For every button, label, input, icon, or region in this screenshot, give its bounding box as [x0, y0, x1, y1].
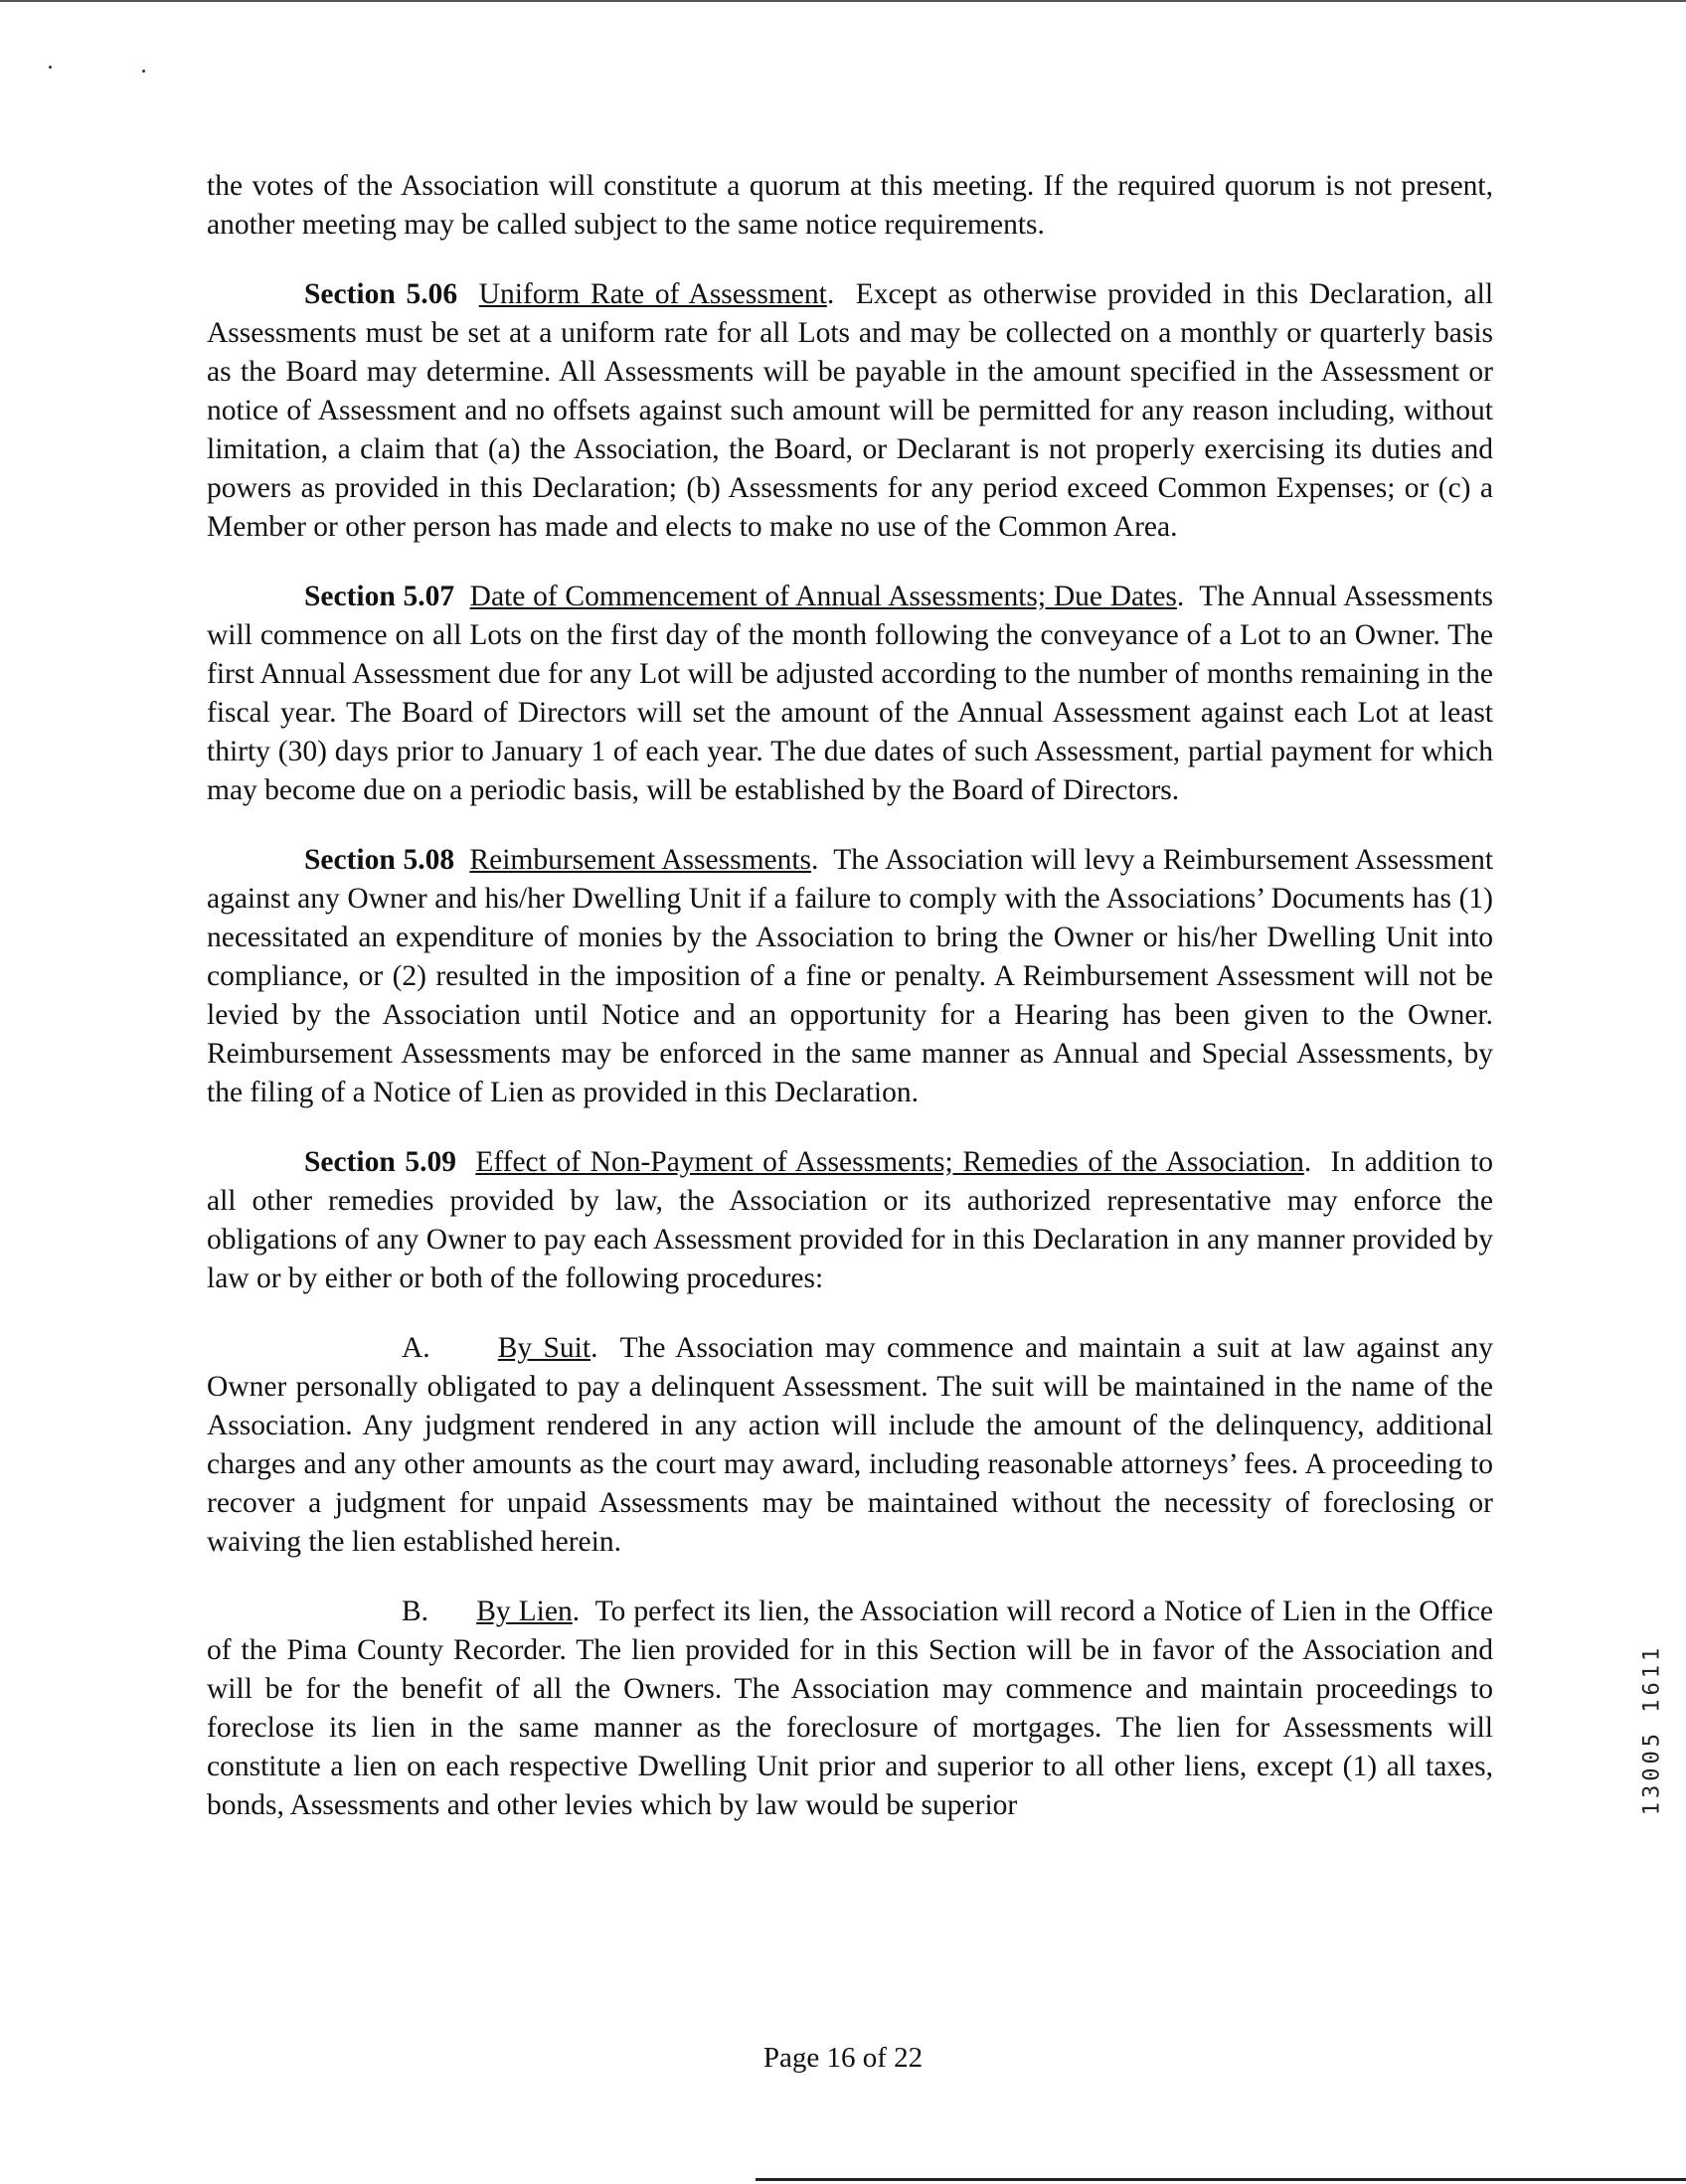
scan-top-edge [0, 0, 1686, 2]
section-number: Section 5.07 [304, 581, 455, 612]
section-number: Section 5.09 [304, 1146, 457, 1178]
opening-paragraph: the votes of the Association will constitute a quorum at this meeting. If the required quorum is not present, another meeting may be called subject to the same notice requirements. [207, 170, 1493, 241]
scan-speck [49, 66, 52, 69]
section-title: Date of Commencement of Annual Assessments; Due Dates [469, 581, 1177, 612]
section-title: Effect of Non-Payment of Assessments; Remedies of the Association [475, 1146, 1304, 1178]
section-5-08: Section 5.08 Reimbursement Assessments. The Association will levy a Reimbursement Assessment against any Owner and his/her Dwelling Unit if a failure to comply with the Associations’ Documents has (1) necessitated an expenditure of monies by the Association to bring the Owner or his/her Dwelling Unit into compliance, or (2) resulted in the imposition of a fine or penalty. A Reimbursement Assessment will not be levied by the Association until Notice and an opportunity for a Hearing has been given to the Owner. Reimbursement Assessments may be enforced in the same manner as Annual and Special Assessments, by the filing of a Notice of Lien as provided in this Declaration. [207, 844, 1494, 1108]
section-number: Section 5.06 [304, 278, 458, 310]
subsection-b-by-lien: B. By Lien. To perfect its lien, the Association will record a Notice of Lien in the Office of the Pima County Recorder. The lien provided for in this Section will be in favor of the Association and will be for the benefit of all the Owners. The Association may commence and maintain proceedings to foreclose its lien in the same manner as the foreclosure of mortgages. The lien for Assessments will constitute a lien on each respective Dwelling Unit prior and superior to all other liens, except (1) all taxes, bonds, Assessments and other levies which by law would be superior [207, 1596, 1494, 1821]
section-number: Section 5.08 [304, 844, 455, 876]
section-5-07: Section 5.07 Date of Commencement of Annual Assessments; Due Dates. The Annual Assessments will commence on all Lots on the first day of the month following the conveyance of a Lot to an Owner. The first Annual Assessment due for any Lot will be adjusted according to the number of months remaining in the fiscal year. The Board of Directors will set the amount of the Annual Assessment against each Lot at least thirty (30) days prior to January 1 of each year. The due dates of such Assessment, partial payment for which may become due on a periodic basis, will be established by the Board of Directors. [207, 581, 1493, 806]
section-5-09: Section 5.09 Effect of Non-Payment of Assessments; Remedies of the Association. In addition to all other remedies provided by law, the Association or its authorized representative may enforce the obligations of any Owner to pay each Assessment provided for in this Declaration in any manner provided by law or by either or both of the following procedures: [207, 1146, 1494, 1294]
recorder-margin-stamp [1632, 1566, 1672, 1894]
section-body: The Association will levy a Reimbursement Assessment against any Owner and his/her Dwelling Unit if a failure to comply with the Associations’ Documents has (1) necessitated an expenditure of monies by the Association to bring the Owner or his/her Dwelling Unit into compliance, or (2) resulted in the imposition of a fine or penalty. A Reimbursement Assessment will not be levied by the Association until Notice and an opportunity for a Hearing has been given to the Owner. Reimbursement Assessments may be enforced in the same manner as Annual and Special Assessments, by the filing of a Notice of Lien as provided in this Declaration. [207, 844, 1494, 1108]
scan-speck [142, 70, 145, 73]
scan-bottom-edge [756, 2178, 1686, 2181]
document-body [207, 167, 1493, 1856]
section-body: Except as otherwise provided in this Declaration, all Assessments must be set at a uniform rate for all Lots and may be collected on a monthly or quarterly basis as the Board may determine. All Assessments will be payable in the amount specified in the Assessment or notice of Assessment and no offsets against such amount will be permitted for any reason including, without limitation, a claim that (a) the Association, the Board, or Declarant is not properly exercising its duties and powers as provided in this Declaration; (b) Assessments for any period exceed Common Expenses; or (c) a Member or other person has made and elects to make no use of the Common Area. [207, 278, 1494, 543]
subsection-title: By Lien [476, 1596, 573, 1627]
section-body: The Annual Assessments will commence on all Lots on the first day of the month following the conveyance of a Lot to an Owner. The first Annual Assessment due for any Lot will be adjusted according to the number of months remaining in the fiscal year. The Board of Directors will set the amount of the Annual Assessment against each Lot at least thirty (30) days prior to January 1 of each year. The due dates of such Assessment, partial payment for which may become due on a periodic basis, will be established by the Board of Directors. [207, 581, 1493, 806]
section-5-06: Section 5.06 Uniform Rate of Assessment. Except as otherwise provided in this Declaration, all Assessments must be set at a uniform rate for all Lots and may be collected on a monthly or quarterly basis as the Board may determine. All Assessments will be payable in the amount specified in the Assessment or notice of Assessment and no offsets against such amount will be permitted for any reason including, without limitation, a claim that (a) the Association, the Board, or Declarant is not properly exercising its duties and powers as provided in this Declaration; (b) Assessments for any period exceed Common Expenses; or (c) a Member or other person has made and elects to make no use of the Common Area. [207, 278, 1494, 543]
section-body: In addition to all other remedies provided by law, the Association or its authorized representative may enforce the obligations of any Owner to pay each Assessment provided for in this Declaration in any manner provided by law or by either or both of the following procedures: [207, 1146, 1494, 1294]
section-title: Uniform Rate of Assessment [478, 278, 827, 310]
page-number-footer: Page 16 of 22 [762, 2042, 924, 2074]
subsection-body: To perfect its lien, the Association will record a Notice of Lien in the Office of the Pima County Recorder. The lien provided for in this Section will be in favor of the Association and will be for the benefit of all the Owners. The Association may commence and maintain proceedings to foreclose its lien in the same manner as the foreclosure of mortgages. The lien for Assessments will constitute a lien on each respective Dwelling Unit prior and superior to all other liens, except (1) all taxes, bonds, Assessments and other levies which by law would be superior [207, 1596, 1494, 1821]
section-title: Reimbursement Assessments [469, 844, 812, 876]
subsection-letter: A. [402, 1332, 430, 1364]
recorder-stamp-text: 13005 1611 [1639, 1643, 1665, 1816]
subsection-a-by-suit: A. By Suit. The Association may commence and maintain a suit at law against any Owner personally obligated to pay a delinquent Assessment. The suit will be maintained in the name of the Association. Any judgment rendered in any action will include the amount of the delinquency, additional charges and any other amounts as the court may award, including reasonable attorneys’ fees. A proceeding to recover a judgment for unpaid Assessments may be maintained without the necessity of foreclosing or waiving the lien established herein. [207, 1332, 1494, 1558]
subsection-title: By Suit [497, 1332, 591, 1364]
subsection-letter: B. [402, 1596, 429, 1627]
subsection-body: The Association may commence and maintain a suit at law against any Owner personally obligated to pay a delinquent Assessment. The suit will be maintained in the name of the Association. Any judgment rendered in any action will include the amount of the delinquency, additional charges and any other amounts as the court may award, including reasonable attorneys’ fees. A proceeding to recover a judgment for unpaid Assessments may be maintained without the necessity of foreclosing or waiving the lien established herein. [207, 1332, 1494, 1558]
